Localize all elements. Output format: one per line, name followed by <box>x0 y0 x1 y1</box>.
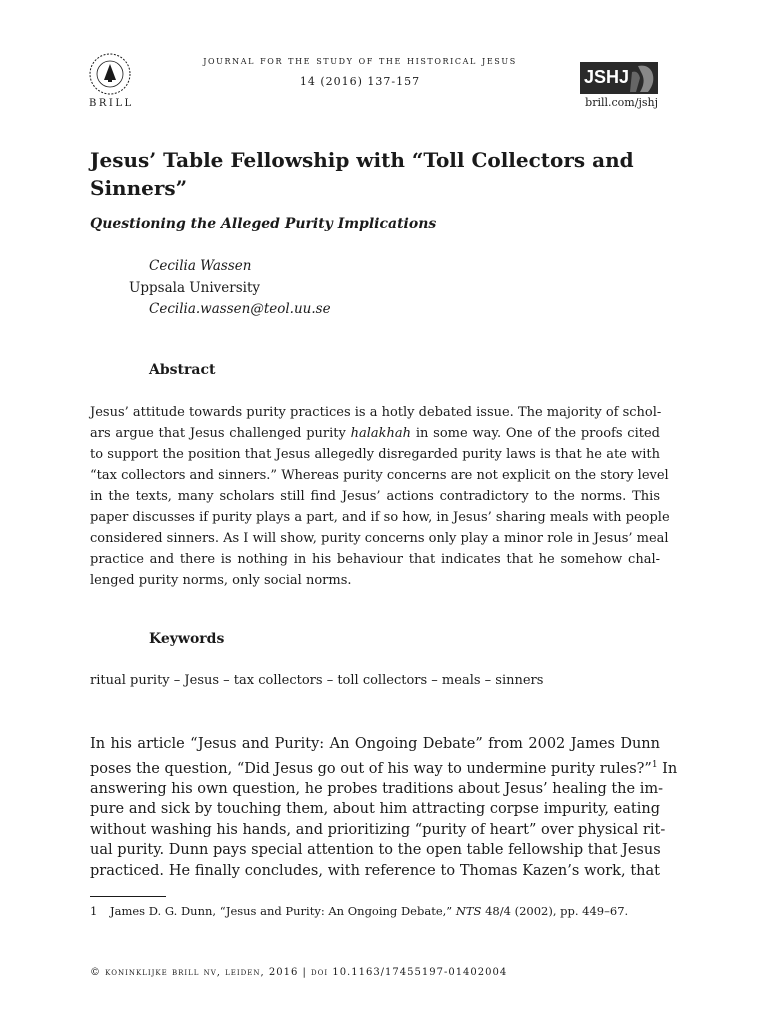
abstract-line: ars argue that Jesus challenged purity halakhah in some way. One of the proofs cited <box>90 426 660 441</box>
body-line: without washing his hands, and prioritizing “purity of heart” over physical rit- <box>90 821 666 838</box>
jshj-figure-icon <box>628 62 658 94</box>
journal-url[interactable]: brill.com/jshj <box>585 96 658 109</box>
publisher-name: BRILL <box>89 98 134 109</box>
body-line: ual purity. Dunn pays special attention to the open table fellowship that Jesus <box>90 842 661 859</box>
article-title-line-2: Sinners” <box>90 176 188 200</box>
jshj-logo <box>580 62 658 94</box>
author-name: Cecilia Wassen <box>149 258 252 274</box>
abstract-line: Jesus’ attitude towards purity practices is a hotly debated issue. The majority of schol- <box>90 405 662 420</box>
body-line: answering his own question, he probes traditions about Jesus’ healing the im- <box>90 780 663 797</box>
footnote: 1 James D. G. Dunn, “Jesus and Purity: An Ongoing Debate,” NTS 48/4 (2002), pp. 449–67. <box>90 904 629 918</box>
article-subtitle: Questioning the Alleged Purity Implications <box>90 216 437 232</box>
footnote-ref[interactable]: 1 <box>651 759 658 770</box>
article-title <box>90 146 670 202</box>
keywords-heading: Keywords <box>149 631 225 647</box>
brill-seal-logo <box>88 52 132 96</box>
abstract-line: practice and there is nothing in his behaviour that indicates that he somehow chal- <box>90 552 660 567</box>
author-email[interactable]: Cecilia.wassen@teol.uu.se <box>149 301 331 317</box>
body-line: pure and sick by touching them, about him attracting corpse impurity, eating <box>90 801 660 818</box>
abstract-line: lenged purity norms, only social norms. <box>90 573 352 588</box>
journal-issue: 14 (2016) 137-157 <box>299 75 421 88</box>
abstract-line: considered sinners. As I will show, purity concerns only play a minor role in Jesus’ meal <box>90 531 669 546</box>
abstract-line: in the texts, many scholars still find Jesus’ actions contradictory to the norms. This <box>90 489 660 504</box>
keywords-list: ritual purity – Jesus – tax collectors – toll collectors – meals – sinners <box>90 673 544 688</box>
body-line: practiced. He finally concludes, with reference to Thomas Kazen’s work, that <box>90 862 660 879</box>
footnote-divider <box>90 896 166 897</box>
body-line: poses the question, “Did Jesus go out of his way to undermine purity rules?”$^1$ In <box>90 759 678 777</box>
body-text <box>90 734 678 881</box>
abstract-line: to support the position that Jesus allegedly disregarded purity laws is that he ate with <box>90 447 660 462</box>
abstract-line: paper discusses if purity plays a part, and if so how, in Jesus’ sharing meals with people <box>90 510 670 525</box>
footnote-number: 1 <box>90 904 98 918</box>
abstract-heading: Abstract <box>149 362 216 378</box>
journal-title: journal for the study of the historical jesus <box>203 54 517 67</box>
copyright-doi: © koninklijke brill nv, leiden, 2016 | doi 10.1163/17455197-01402004 <box>90 967 508 978</box>
article-title-line-1: Jesus’ Table Fellowship with “Toll Collectors and <box>90 148 634 172</box>
jshj-logo-text: JSHJ <box>584 67 630 87</box>
body-line: In his article “Jesus and Purity: An Ongoing Debate” from 2002 James Dunn <box>90 736 660 752</box>
abstract-line: “tax collectors and sinners.” Whereas purity concerns are not explicit on the story level <box>90 468 669 483</box>
abstract-text <box>90 402 670 591</box>
author-affiliation: Uppsala University <box>129 280 261 296</box>
